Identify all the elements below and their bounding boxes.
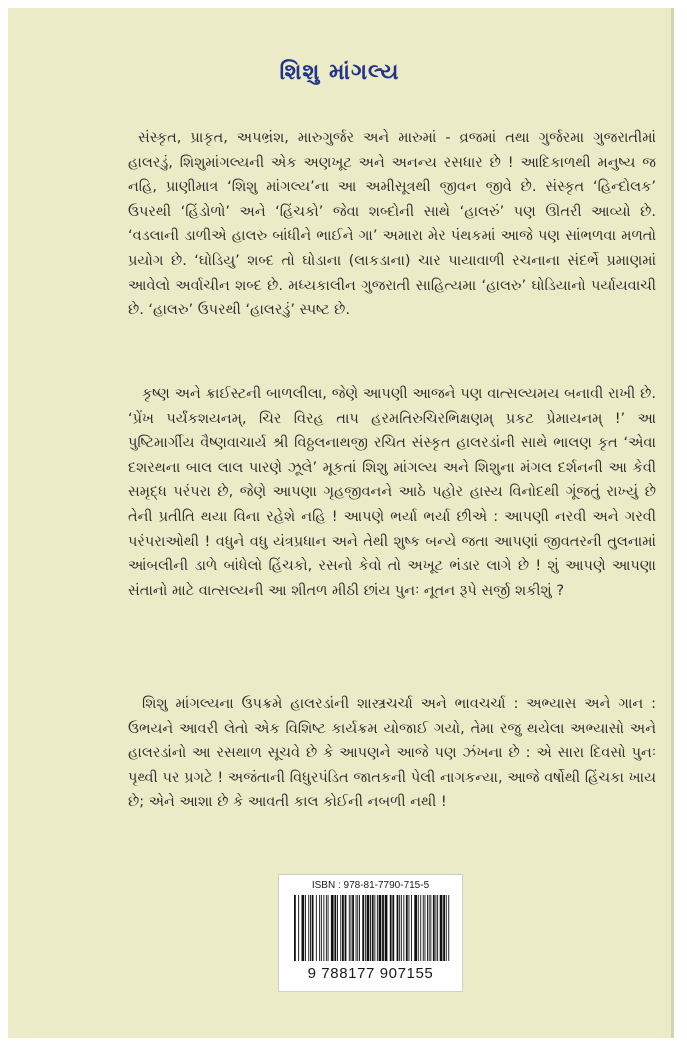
isbn-label: ISBN : 978-81-7790-715-5	[311, 880, 430, 891]
barcode-bar	[326, 895, 327, 961]
barcode-bar	[377, 895, 378, 961]
barcode-bar	[436, 895, 437, 961]
barcode-bar	[392, 895, 394, 961]
barcode-bar	[328, 895, 329, 961]
barcode-bar	[414, 895, 417, 961]
blurb-paragraph-3: શિશુ માંગલ્યના ઉપક્રમે હાલરડાંની શાસ્ત્રચર્ચા અને ભાવચર્ચા : અભ્યાસ અને ગાન : ઉભયને આવરી લેતો એક વિશિષ્ટ કાર્યક્રમ યોજાઈ ગયો, તેમા રજુ થયેલા અભ્યાસો અને હાલરડાંનો આ રસથાળ સૂચવે છે કે આપણને આજે પણ ઝંખના છે : એ સારા દિવસો પુનઃ પૃથ્વી પર પ્રગટે ! અજંતાની વિધુરપંડિત જાતકની પેલી નાગકન્યા, આજે વર્ષોથી હિંચકા ખાય છે; એને આશા છે કે આવતી કાલ કોઈની નબળી નથી !	[128, 696, 656, 811]
barcode-bar	[399, 895, 400, 961]
barcode-bar	[403, 895, 404, 961]
barcode-bar	[423, 895, 424, 961]
barcode-bar	[437, 895, 438, 961]
barcode-bar	[337, 895, 338, 961]
barcode-bar	[390, 895, 392, 961]
barcode-bar	[372, 895, 374, 961]
book-title: શિશુ માંગલ્ય	[279, 60, 400, 85]
isbn-barcode	[278, 874, 463, 992]
barcode-bar	[448, 895, 449, 961]
barcode-bar	[379, 895, 382, 961]
barcode-bar	[340, 895, 341, 961]
barcode-bar	[425, 895, 426, 961]
barcode-bar	[342, 895, 344, 961]
barcode-bar	[352, 895, 354, 961]
barcode-bar	[420, 895, 421, 961]
barcode-bar	[446, 895, 447, 961]
barcode-bar	[356, 895, 357, 961]
barcode-bar	[334, 895, 336, 961]
blurb-paragraph-1: સંસ્કૃત, પ્રાકૃત, અપભ્રંશ, મારુગુર્જર અને મારુમાં - વ્રજમાં તથા ગુર્જરમા ગુજરાતીમાં હાલરડું, શિશુમાંગલ્યની એક અણખૂટ અને અનન્ય રસધાર છે ! આદિકાળથી મનુષ્ય જ નહિ, પ્રાણીમાત્ર ‘શિશુ માંગલ્ય’ના આ અમીસૂત્રથી જીવન જીવે છે. સંસ્કૃત ‘હિન્દોલક’ ઉપરથી ‘હિંડોળો’ અને ‘હિંચકો’ જેવા શબ્દોની સાથે ‘હાલરું’ પણ ઊતરી આવ્યો છે. ‘વડલાની ડાળીએ હાલરુ બાંધીને ભાઈને ગા’ અમારા મેર પંથકમાં આજે પણ સાંભળવા મળતો પ્રયોગ છે. ‘ઘોડિયુ’ શબ્દ તો ઘોડાના (લાકડાના) ચાર પાયાવાળી રચનાના સંદર્ભે પ્રમાણમાં આવેલો અર્વાચીન શબ્દ છે. મધ્યકાલીન ગુજરાતી સાહિત્યમા ‘હાલરુ’ ઘોડિયાનો પર્યાયવાચી છે. ‘હાલરુ’ ઉપરથી ‘હાલરડું’ સ્પષ્ટ છે.	[128, 130, 656, 319]
barcode-bar	[298, 895, 299, 961]
barcode-bar	[345, 895, 347, 961]
barcode-bar	[310, 895, 311, 961]
barcode-bar	[316, 895, 317, 961]
barcode-bar	[312, 895, 314, 961]
barcode-bar	[374, 895, 375, 961]
barcode-bar	[397, 895, 399, 961]
barcode-bar	[305, 895, 306, 961]
barcode-bar	[427, 895, 428, 961]
barcode-bar	[406, 895, 408, 961]
barcode-bar	[411, 895, 412, 961]
barcode-bar	[440, 895, 443, 961]
barcode-bar	[362, 895, 364, 961]
barcode-bar	[443, 895, 445, 961]
barcode-digits: 9 788177 907155	[307, 965, 434, 982]
barcode-bar	[308, 895, 309, 961]
barcode-bar	[357, 895, 358, 961]
barcode-bar	[365, 895, 366, 961]
barcode-bar	[430, 895, 431, 961]
barcode-bar	[321, 895, 322, 961]
barcode-bar	[370, 895, 371, 961]
barcode-bar	[294, 895, 296, 961]
barcode-bar	[349, 895, 350, 961]
barcode-bar	[319, 895, 320, 961]
barcode-bar	[385, 895, 388, 961]
barcode-bar	[302, 895, 305, 961]
barcode-bar	[429, 895, 430, 961]
barcode-bar	[409, 895, 410, 961]
barcode-bar	[359, 895, 360, 961]
barcode-bars	[293, 895, 451, 961]
barcode-bar	[433, 895, 435, 961]
blurb-paragraph-2: કૃષ્ણ અને ક્રાઈસ્ટની બાળલીલા, જેણે આપણી આજને પણ વાત્સલ્યમય બનાવી રાખી છે. ‘પ્રેંખ પર્યંકશયનમ્, ચિર વિરહ તાપ હરમતિરુચિરભિક્ષણમ્ પ્રકટ પ્રેમાયનમ્ !’ આ પુષ્ટિમાર્ગીય વૈષ્ણવાચાર્ય શ્રી વિઠ્ઠલનાથજી રચિત સંસ્કૃત હાલરડાંની સાથે ભાલણ કૃત ‘એવા દશરથના બાલ લાલ પારણે ઝૂલે’ મૂકતાં શિશુ માંગલ્ય અને શિશુના મંગલ દર્શનની આ કેવી સમૃદ્ધ પરંપરા છે, જેણે આપણા ગૃહજીવનને આઠે પહોર હાસ્ય વિનોદથી ગૂંજતું રાખ્યું છે તેની પ્રતીતિ થયા વિના રહેશે નહિ ! આપણે ભર્યા ભર્યા છીએ : આપણી નરવી અને ગરવી પરંપરાઓથી ! વધુને વધુ યંત્રપ્રધાન અને તેથી શુષ્ક બન્યે જતા આપણાં જીવતરની તુલનામાં આંબલીની ડાળે બાંધેલો હિંચકો, રસનો કેવો તો અખૂટ ભંડાર લાગે છે ! શું આપણે આપણા સંતાનો માટે વાત્સલ્યની આ શીતળ મીઠી છાંય પુનઃ નૂતન રૂપે સર્જી શકીશું ?	[128, 386, 656, 599]
barcode-bar	[331, 895, 334, 961]
back-cover	[8, 8, 674, 1038]
barcode-bar	[382, 895, 384, 961]
barcode-bar	[418, 895, 419, 961]
barcode-bar	[323, 895, 324, 961]
barcode-bar	[351, 895, 352, 961]
barcode-bar	[367, 895, 370, 961]
barcode-bar	[401, 895, 402, 961]
